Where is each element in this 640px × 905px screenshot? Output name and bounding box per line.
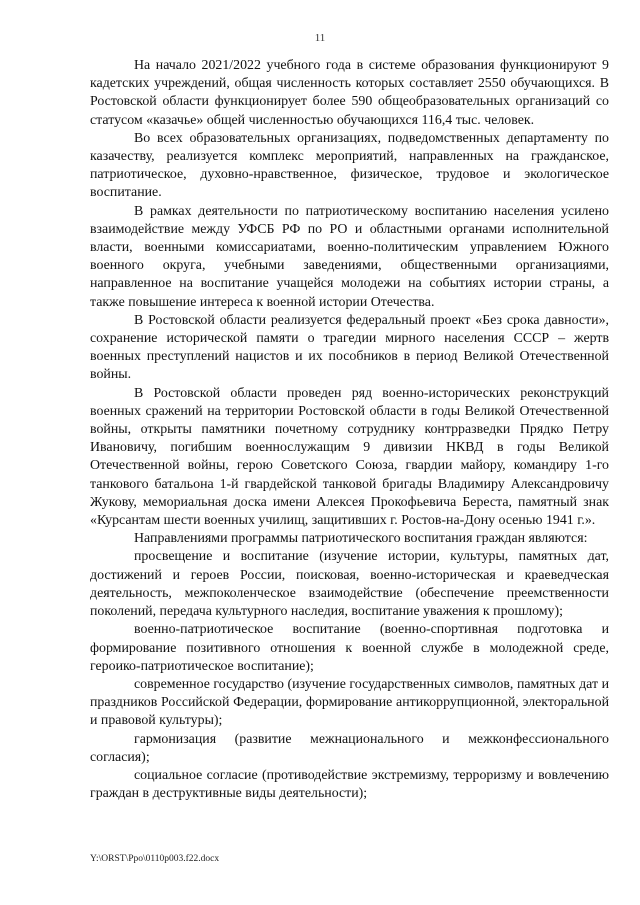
paragraph-cossack-department: Во всех образовательных организациях, подведомственных департаменту по казачеству, реализуется комплекс мероприятий, направленных на гражданское, патриотическое, духовно-нравственное, физическое, трудовое и экологическое воспитание. [90, 130, 609, 201]
paragraph-fsb-interaction: В рамках деятельности по патриотическому воспитанию населения усилено взаимодействие между УФСБ РФ по РО и областными органами исполнительной власти, военными комиссариатами, военно-политическим управлением Южного военного округа, учебными заведениями, общественными организациями, направленное на воспитание учащейся молодежи на событиях истории страны, а также повышение интереса к военной истории Отечества. [90, 203, 609, 310]
page-number: 11 [314, 32, 326, 44]
list-item-education: просвещение и воспитание (изучение истории, культуры, памятных дат, достижений и героев России, поисковая, военно-историческая и краеведческая деятельность, межпоколенческое взаимодействие (обеспечение преемственности поколений, передача культурного наследия, воспитание уважения к прошлому); [90, 549, 609, 620]
paragraph-program-directions: Направлениями программы патриотического воспитания граждан являются: [134, 531, 588, 547]
list-item-harmonization: гармонизация (развитие межнационального и межконфессионального согласия); [90, 731, 609, 765]
document-body [90, 57, 609, 803]
paragraph-no-statute-project: В Ростовской области реализуется федеральный проект «Без срока давности», сохранение исторической памяти о трагедии мирного населения СССР – жертв военных преступлений нацистов и их пособников в период Великой Отечественной войны. [90, 312, 609, 383]
list-item-modern-state: современное государство (изучение государственных символов, памятных дат и праздников Российской Федерации, формирование антикоррупционной, электоральной и правовой культуры); [90, 676, 609, 729]
paragraph-cadet-schools: На начало 2021/2022 учебного года в системе образования функционируют 9 кадетских учреждений, общая численность которых составляет 2550 обучающихся. В Ростовской области функционирует более 590 общеобразовательных организаций со статусом «казачье» общей численностью обучающихся 116,4 тыс. человек. [90, 58, 609, 128]
footer-file-path: Y:\ORST\Ppo\0110p003.f22.docx [90, 854, 220, 864]
paragraph-reconstructions: В Ростовской области проведен ряд военно-исторических реконструкций военных сражений на территории Ростовской области в годы Великой Отечественной войны, открыты памятники почетному сотруднику контрразведки Прядко Петру Ивановичу, погибшим военнослужащим 9 дивизии НКВД в годы Великой Отечественной войны, герою Советского Союза, гвардии майору, командиру 1-го танкового батальона 1-й гвардейской танковой бригады Владимиру Александровичу Жукову, мемориальная доска имени Алексея Прокофьевича Береста, памятный знак «Курсантам шести военных училищ, защитивших г. Ростов-на-Дону осенью 1941 г.». [90, 385, 609, 529]
list-item-military-patriotic: военно-патриотическое воспитание (военно-спортивная подготовка и формирование позитивного отношения к военной службе в молодежной среде, героико-патриотическое воспитание); [90, 622, 609, 674]
list-item-social-accord: социальное согласие (противодействие экстремизму, терроризму и вовлечению граждан в деструктивные виды деятельности); [90, 767, 609, 802]
